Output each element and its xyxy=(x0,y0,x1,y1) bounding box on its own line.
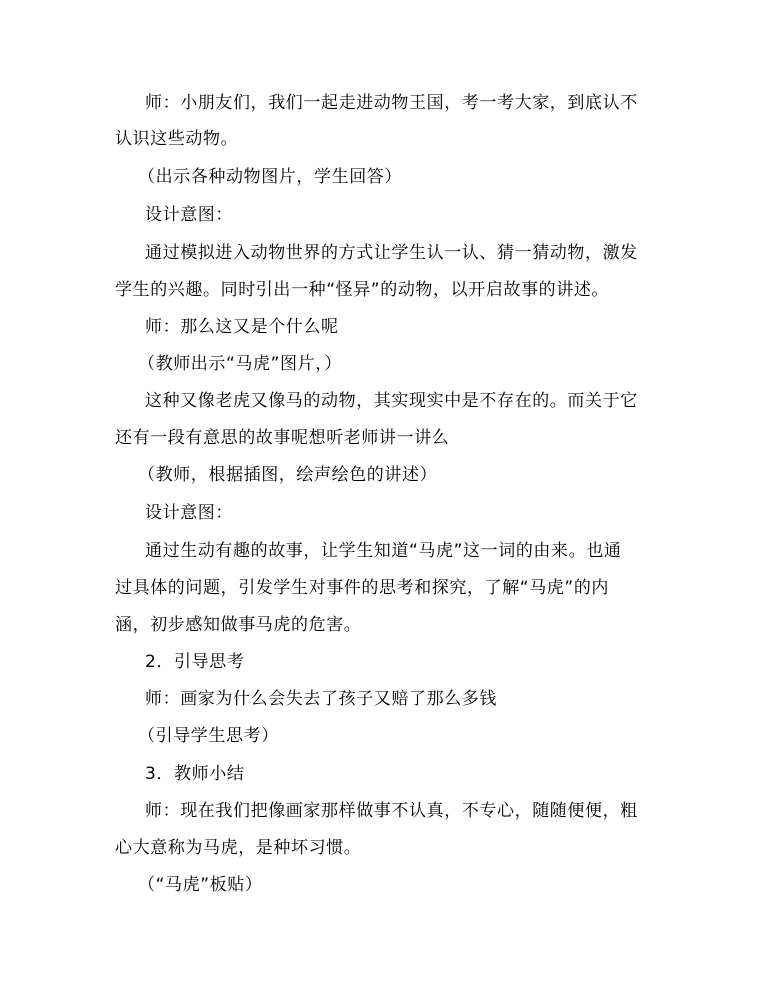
text-line: 心大意称为马虎，是种坏习惯。 xyxy=(115,838,362,858)
text-line: 2．引导思考 xyxy=(145,652,245,672)
text-line: 学生的兴趣。同时引出一种“怪异”的动物，以开启故事的讲述。 xyxy=(115,280,610,300)
text-line: （教师，根据插图，绘声绘色的讲述） xyxy=(138,465,438,485)
text-line: 这种又像老虎又像马的动物，其实现实中是不存在的。而关于它 xyxy=(145,391,638,411)
text-line: 通过生动有趣的故事，让学生知道“马虎”这一词的由来。也通 xyxy=(145,541,622,561)
text-line: 设计意图： xyxy=(145,503,233,523)
text-line: 3．教师小结 xyxy=(145,764,245,784)
text-line: 通过模拟进入动物世界的方式让学生认一认、猜一猜动物，激发 xyxy=(145,243,638,263)
text-line: 设计意图： xyxy=(145,205,233,225)
text-line: 还有一段有意思的故事呢想听老师讲一讲么 xyxy=(115,428,450,448)
text-line: （教师出示“马虎”图片，） xyxy=(138,354,342,374)
text-line: 师：画家为什么会失去了孩子又赔了那么多钱 xyxy=(145,689,497,709)
text-line: （引导学生思考） xyxy=(138,726,279,746)
text-line: 过具体的问题，引发学生对事件的思考和探究，了解“马虎”的内 xyxy=(115,578,610,598)
text-line: 师：小朋友们，我们一起走进动物王国，考一考大家，到底认不 xyxy=(145,93,638,113)
text-line: （“马虎”板贴） xyxy=(138,875,263,895)
text-line: 涵，初步感知做事马虎的危害。 xyxy=(115,615,362,635)
text-line: 师：那么这又是个什么呢 xyxy=(145,317,339,337)
text-line: 认识这些动物。 xyxy=(115,129,239,149)
text-line: （出示各种动物图片，学生回答） xyxy=(138,167,402,187)
text-line: 师：现在我们把像画家那样做事不认真，不专心，随随便便，粗 xyxy=(145,801,638,821)
